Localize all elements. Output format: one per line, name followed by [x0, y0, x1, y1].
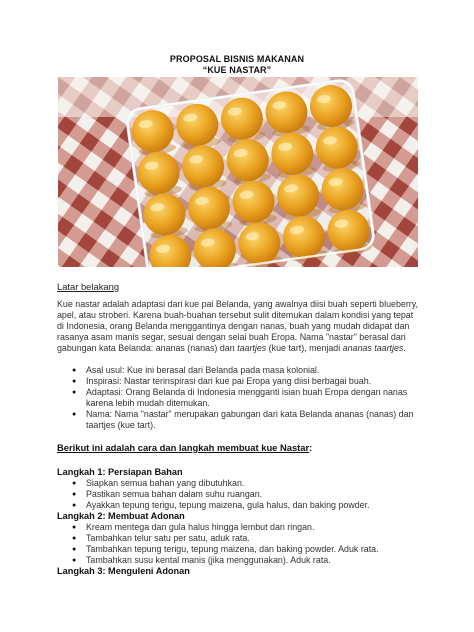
step-1-bullet-list: [72, 478, 424, 511]
paragraph-line: Kue nastar adalah adaptasi dari kue pai Belanda, yang awalnya diisi buah seperti blueberry,: [57, 299, 418, 309]
paragraph-text: gabungan kata Belanda: ananas (nanas) dan: [57, 343, 238, 354]
background-bullet-list: [72, 365, 424, 432]
paragraph-text: (kue tart), menjadi: [266, 343, 343, 354]
background-paragraph: [57, 299, 419, 354]
list-item-text: ● Asal usul: Kue ini berasal dari Belanda pada masa kolonial.: [86, 365, 320, 375]
paragraph-text: .: [403, 343, 406, 354]
paragraph-line: rasanya asam manis segar, sesuai dengan selai buah Eropa. Nama "nastar" berasal dari: [57, 332, 406, 343]
list-item: ● Ayakkan tepung terigu, tepung maizena, gula halus, dan baking powder.: [72, 500, 424, 511]
list-item-text: ● Adaptasi: Orang Belanda di Indonesia mengganti isian buah Eropa dengan nanas: [86, 387, 408, 398]
steps-heading-colon: :: [309, 442, 313, 453]
list-item-text: ● Inspirasi: Nastar terinspirasi dari kue pai Eropa yang diisi berbagai buah.: [86, 376, 372, 387]
step-3-title: Langkah 3: Menguleni Adonan: [57, 566, 190, 576]
steps-heading-text: Berikut ini adalah cara dan langkah membuat kue Nastar: [57, 442, 310, 453]
section-heading-steps: [57, 442, 312, 453]
list-item: [72, 365, 424, 376]
nastar-photo-illustration: [58, 77, 418, 267]
nastar-cookies-photo: [58, 77, 418, 267]
paragraph-italic: ananas taartjes: [342, 343, 404, 354]
paragraph-italic: taartjes: [237, 343, 267, 354]
list-item-text: taartjes (kue tart).: [86, 420, 156, 431]
list-item: [72, 387, 424, 409]
list-item: ● Tambahkan susu kental manis (jika menggunakan). Aduk rata.: [72, 555, 424, 566]
step-1-title: Langkah 1: Persiapan Bahan: [57, 467, 183, 477]
step-2-title: Langkah 2: Membuat Adonan: [57, 511, 185, 521]
paragraph-line: apel, atau stroberi. Karena buah-buahan tersebut sulit ditemukan dalam kondisi yang tepat: [57, 310, 414, 321]
list-item: [72, 409, 424, 431]
step-2-bullet-list: [72, 522, 424, 566]
list-item: ● Siapkan semua bahan yang dibutuhkan.: [72, 478, 424, 489]
list-item: ● Tambahkan telur satu per satu, aduk rata.: [72, 533, 424, 544]
paragraph-line: [57, 343, 419, 354]
paragraph-line: di Indonesia, orang Belanda menggantinya dengan nanas, buah yang mudah didapat dan: [57, 321, 410, 332]
document-subtitle: “KUE NASTAR”: [202, 65, 272, 75]
list-item: ● Pastikan semua bahan dalam suhu ruangan.: [72, 489, 424, 500]
list-item: [72, 376, 424, 387]
list-item: ● Tambahkan tepung terigu, tepung maizena, dan baking powder. Aduk rata.: [72, 544, 424, 555]
document-title: PROPOSAL BISNIS MAKANAN: [169, 54, 305, 64]
section-heading-background: Latar belakang: [57, 281, 120, 292]
list-item-text: karena lebih mudah ditemukan.: [86, 398, 210, 409]
list-item: ● Kream mentega dan gula halus hingga lembut dan ringan.: [72, 522, 424, 533]
list-item-text: ● Nama: Nama "nastar" merupakan gabungan dari kata Belanda ananas (nanas) dan: [86, 409, 414, 420]
